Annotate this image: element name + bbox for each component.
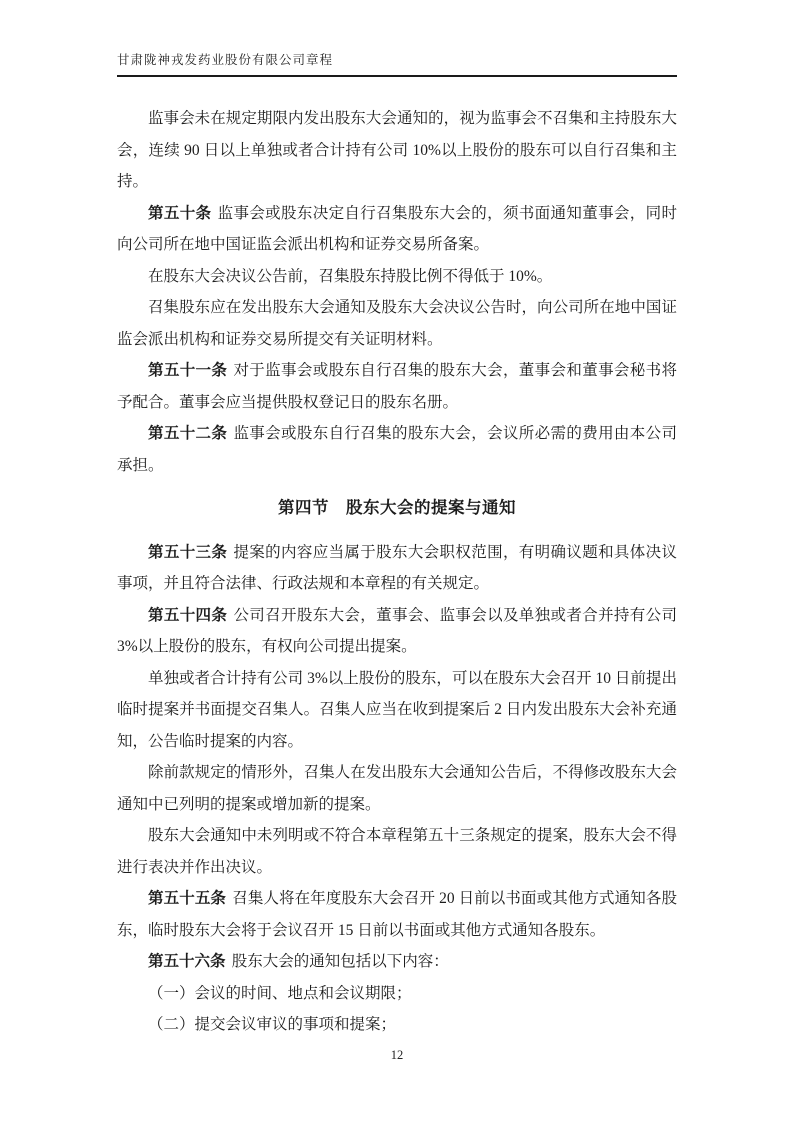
paragraph	[117, 292, 677, 355]
paragraph-text: 除前款规定的情形外，召集人在发出股东大会通知公告后，不得修改股东大会通知中已列明的提案或增加新的提案。	[117, 764, 677, 813]
page-number: 12	[390, 1048, 404, 1062]
paragraph	[117, 946, 677, 978]
paragraph	[117, 600, 677, 663]
document-body	[117, 103, 677, 1041]
paragraph-text: 对于监事会或股东自行召集的股东大会，董事会和董事会秘书将予配合。董事会应当提供股权登记日的股东名册。	[117, 362, 677, 411]
paragraph-text: 提案的内容应当属于股东大会职权范围，有明确议题和具体决议事项，并且符合法律、行政法规和本章程的有关规定。	[117, 543, 677, 592]
paragraph-text: 监事会或股东自行召集的股东大会，会议所必需的费用由本公司承担。	[117, 425, 677, 474]
paragraph-text: 在股东大会决议公告前，召集股东持股比例不得低于 10%。	[148, 267, 553, 285]
section-heading: 第四节 股东大会的提案与通知	[278, 498, 516, 517]
article-number: 第五十六条	[148, 953, 226, 970]
paragraph-text: 召集人将在年度股东大会召开 20 日前以书面或其他方式通知各股东，临时股东大会将于会议召开 15 日前以书面或其他方式通知各股东。	[117, 890, 677, 939]
page-header	[117, 50, 677, 77]
list-item	[117, 978, 677, 1010]
paragraph	[117, 883, 677, 946]
paragraph-text: （一）会议的时间、地点和会议期限；	[148, 984, 412, 1002]
paragraph-text: 单独或者合计持有公司 3%以上股份的股东，可以在股东大会召开 10 日前提出临时提案并书面提交召集人。召集人应当在收到提案后 2 日内发出股东大会补充通知，公告临时提案的内容。	[117, 669, 677, 750]
paragraph	[117, 198, 677, 261]
paragraph	[117, 537, 677, 600]
paragraph	[117, 418, 677, 481]
paragraph	[117, 820, 677, 883]
article-number: 第五十三条	[148, 543, 228, 561]
header-title: 甘肃陇神戎发药业股份有限公司章程	[117, 53, 334, 67]
paragraph-text: 股东大会通知中未列明或不符合本章程第五十三条规定的提案，股东大会不得进行表决并作出决议。	[117, 827, 677, 876]
article-number: 第五十一条	[148, 362, 228, 379]
paragraph	[117, 355, 677, 418]
paragraph-text: 召集股东应在发出股东大会通知及股东大会决议公告时，向公司所在地中国证监会派出机构和证券交易所提交有关证明材料。	[117, 299, 677, 348]
article-number: 第五十二条	[148, 425, 228, 442]
page-footer	[0, 1046, 794, 1064]
paragraph	[117, 261, 677, 293]
paragraph	[117, 103, 677, 198]
paragraph	[117, 663, 677, 758]
paragraph-text: 监事会未在规定期限内发出股东大会通知的，视为监事会不召集和主持股东大会，连续 90 日以上单独或者合计持有公司 10%以上股份的股东可以自行召集和主持。	[117, 110, 677, 190]
article-number: 第五十五条	[148, 890, 227, 907]
paragraph-text: （二）提交会议审议的事项和提案；	[148, 1016, 397, 1033]
paragraph	[117, 757, 677, 820]
paragraph-text: 股东大会的通知包括以下内容：	[231, 953, 449, 970]
article-number: 第五十条	[148, 204, 212, 222]
list-item	[117, 1009, 677, 1041]
paragraph-text: 监事会或股东决定自行召集股东大会的，须书面通知董事会，同时向公司所在地中国证监会派出机构和证券交易所备案。	[117, 204, 677, 253]
paragraph-text: 公司召开股东大会，董事会、监事会以及单独或者合并持有公司 3%以上股份的股东，有权向公司提出提案。	[117, 606, 677, 655]
article-number: 第五十四条	[148, 606, 228, 624]
